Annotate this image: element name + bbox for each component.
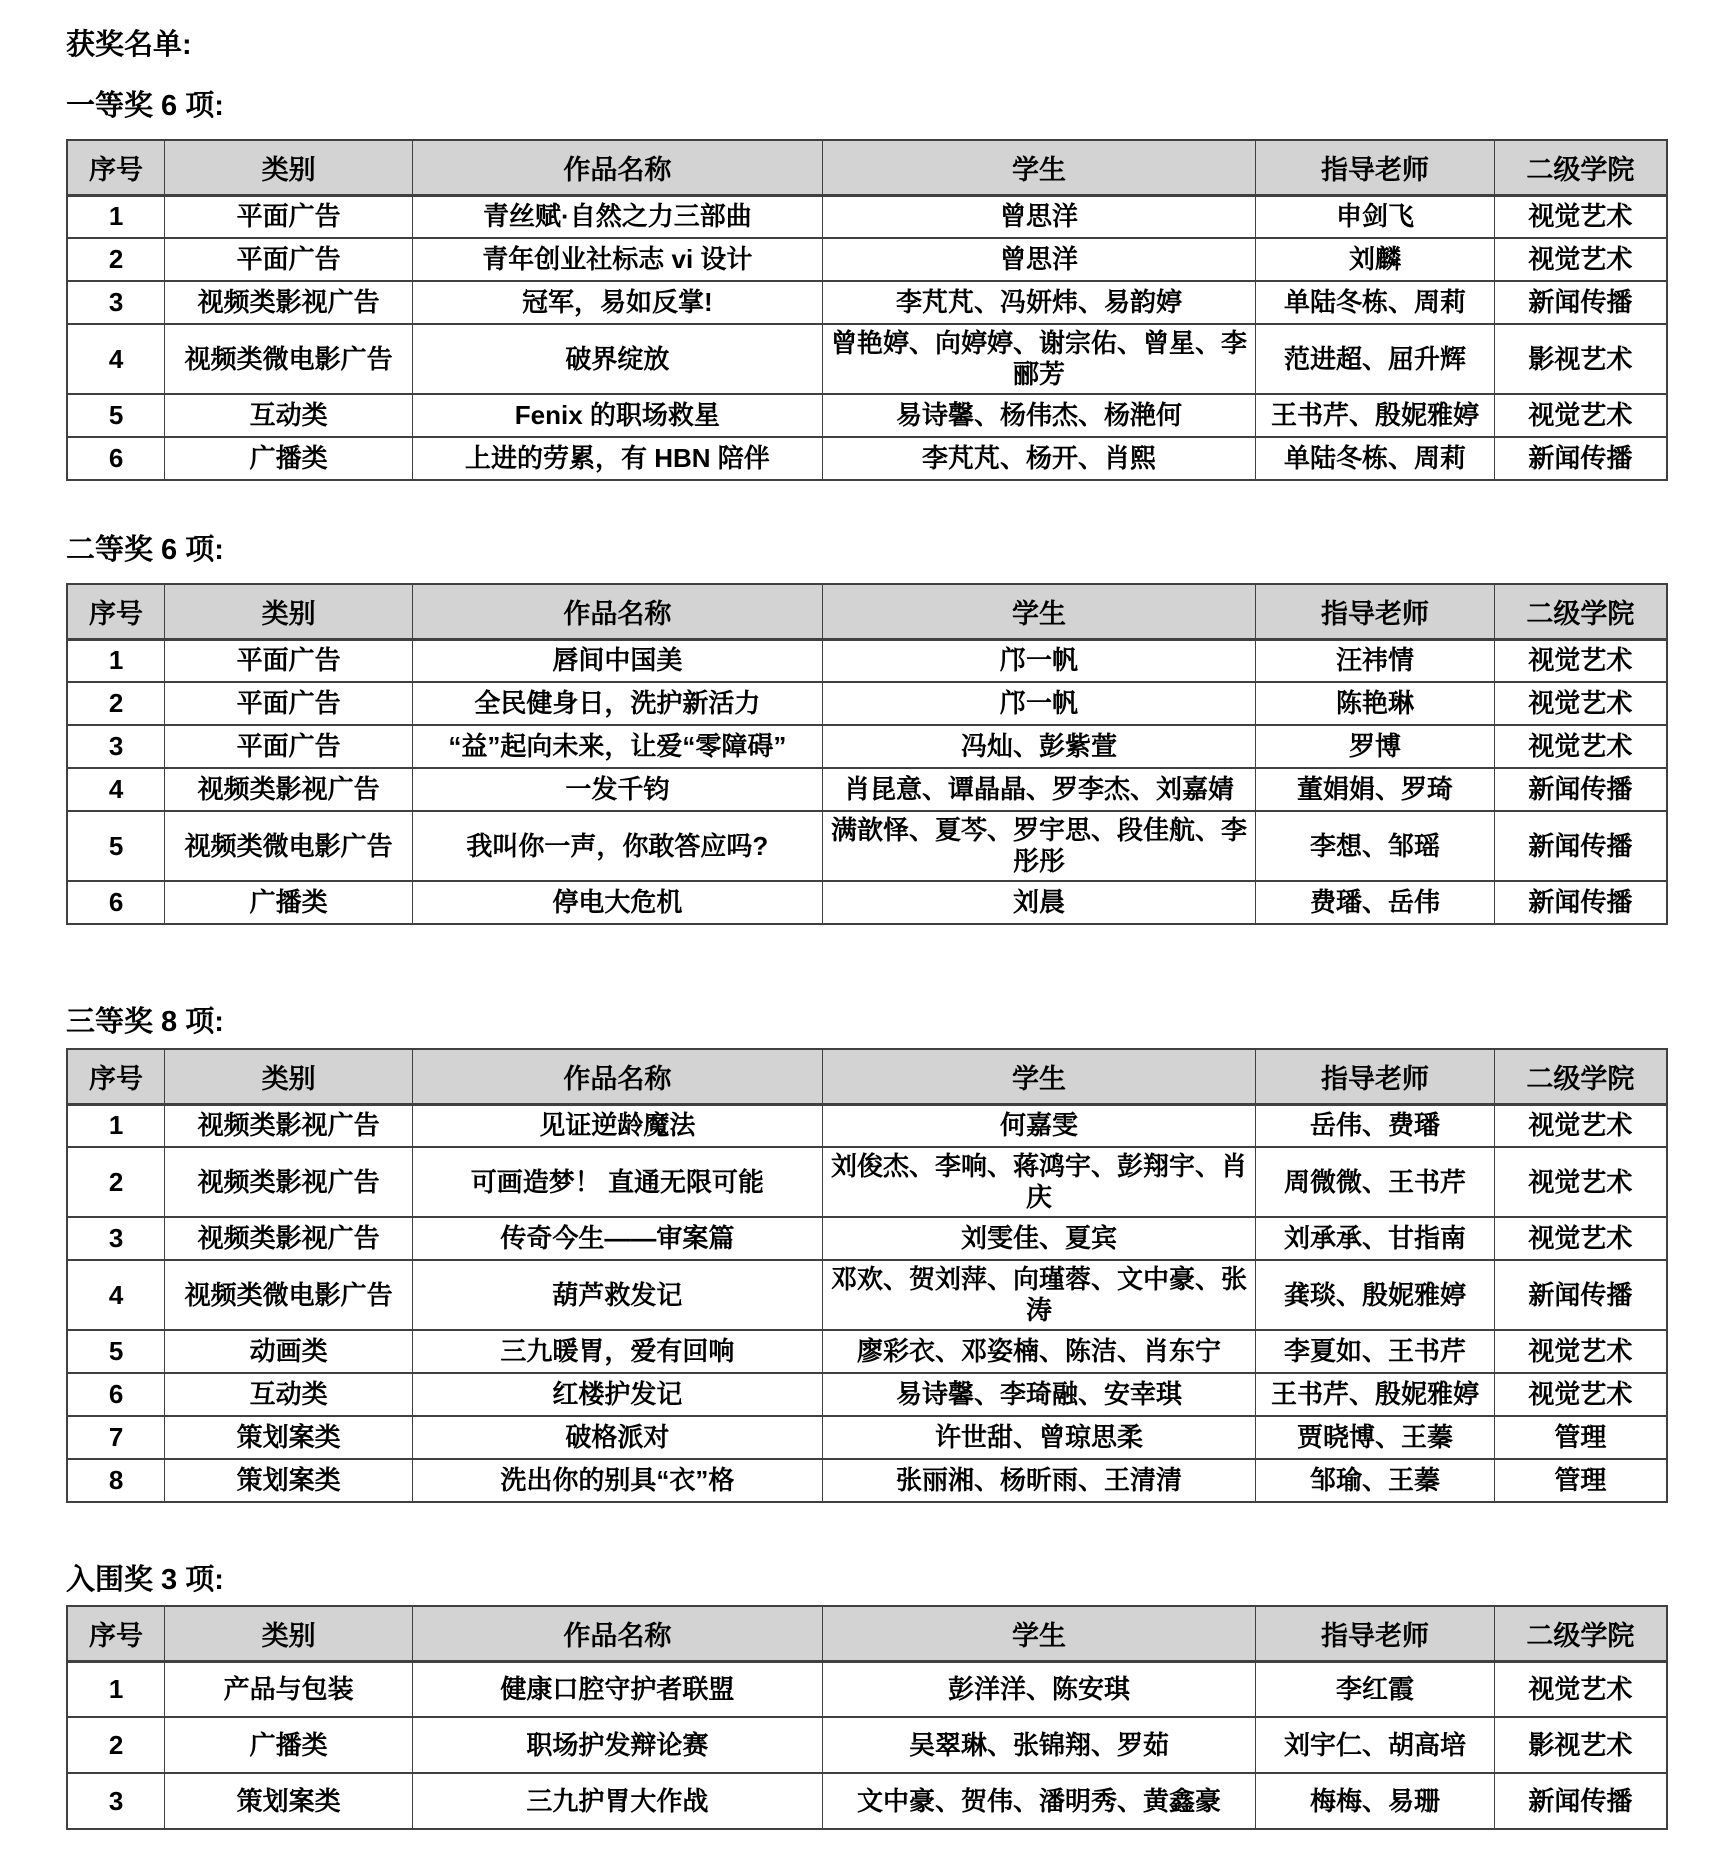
- cell-advisors: 李夏如、王书芹: [1256, 1330, 1494, 1373]
- header-row: [67, 584, 1667, 639]
- cell-students: 许世甜、曾琼思柔: [822, 1416, 1256, 1459]
- cell-work-title: 葫芦救发记: [413, 1260, 823, 1330]
- cell-students: 何嘉雯: [822, 1104, 1256, 1147]
- cell-college: 新闻传播: [1494, 811, 1667, 881]
- column-header-advisors: 指导老师: [1256, 140, 1494, 195]
- cell-advisors: 汪祎情: [1256, 639, 1494, 682]
- cell-index: 3: [67, 281, 165, 324]
- column-header-index: 序号: [67, 140, 165, 195]
- cell-college: 影视艺术: [1494, 1717, 1667, 1773]
- cell-college: 视觉艺术: [1494, 1147, 1667, 1217]
- table-row: [67, 1773, 1667, 1829]
- award-table-finalist: [66, 1605, 1668, 1830]
- column-header-work-title: 作品名称: [413, 140, 823, 195]
- cell-college: 新闻传播: [1494, 1773, 1667, 1829]
- cell-advisors: 王书芹、殷妮雅婷: [1256, 1373, 1494, 1416]
- table-row: [67, 1416, 1667, 1459]
- cell-index: 2: [67, 1147, 165, 1217]
- column-header-work-title: 作品名称: [413, 1606, 823, 1661]
- cell-advisors: 刘宇仁、胡高培: [1256, 1717, 1494, 1773]
- cell-index: 1: [67, 639, 165, 682]
- table-row: [67, 1260, 1667, 1330]
- table-row: [67, 1373, 1667, 1416]
- cell-category: 互动类: [165, 1373, 413, 1416]
- cell-work-title: 一发千钧: [413, 768, 823, 811]
- cell-college: 影视艺术: [1494, 324, 1667, 394]
- cell-work-title: 停电大危机: [413, 881, 823, 924]
- cell-students: 彭洋洋、陈安琪: [822, 1661, 1256, 1717]
- cell-category: 广播类: [165, 1717, 413, 1773]
- cell-index: 3: [67, 725, 165, 768]
- cell-category: 视频类影视广告: [165, 1147, 413, 1217]
- cell-students: 刘雯佳、夏宾: [822, 1217, 1256, 1260]
- cell-advisors: 龚琰、殷妮雅婷: [1256, 1260, 1494, 1330]
- cell-college: 新闻传播: [1494, 437, 1667, 480]
- cell-category: 平面广告: [165, 238, 413, 281]
- cell-category: 策划案类: [165, 1773, 413, 1829]
- table-row: [67, 682, 1667, 725]
- header-row: [67, 1049, 1667, 1104]
- cell-students: 文中豪、贺伟、潘明秀、黄鑫豪: [822, 1773, 1256, 1829]
- award-table-third-prize: [66, 1048, 1668, 1503]
- cell-students: 肖昆意、谭晶晶、罗李杰、刘嘉婧: [822, 768, 1256, 811]
- cell-students: 曾思洋: [822, 238, 1256, 281]
- cell-college: 管理: [1494, 1416, 1667, 1459]
- cell-college: 视觉艺术: [1494, 1217, 1667, 1260]
- table-row: [67, 811, 1667, 881]
- cell-students: 曾艳婷、向婷婷、谢宗佑、曾星、李郦芳: [822, 324, 1256, 394]
- cell-college: 管理: [1494, 1459, 1667, 1502]
- cell-work-title: 唇间中国美: [413, 639, 823, 682]
- cell-category: 产品与包装: [165, 1661, 413, 1717]
- section-second-prize: [66, 533, 1669, 925]
- cell-category: 视频类影视广告: [165, 1104, 413, 1147]
- cell-index: 2: [67, 238, 165, 281]
- cell-work-title: 三九护胃大作战: [413, 1773, 823, 1829]
- cell-category: 广播类: [165, 881, 413, 924]
- cell-college: 视觉艺术: [1494, 1373, 1667, 1416]
- cell-work-title: 洗出你的别具“衣”格: [413, 1459, 823, 1502]
- column-header-index: 序号: [67, 1606, 165, 1661]
- column-header-college: 二级学院: [1494, 1606, 1667, 1661]
- cell-college: 视觉艺术: [1494, 1661, 1667, 1717]
- cell-work-title: Fenix 的职场救星: [413, 394, 823, 437]
- column-header-advisors: 指导老师: [1256, 584, 1494, 639]
- cell-advisors: 费璠、岳伟: [1256, 881, 1494, 924]
- cell-advisors: 贾晓博、王蓁: [1256, 1416, 1494, 1459]
- column-header-students: 学生: [822, 1606, 1256, 1661]
- cell-index: 5: [67, 811, 165, 881]
- cell-students: 邝一帆: [822, 639, 1256, 682]
- cell-students: 张丽湘、杨昕雨、王清清: [822, 1459, 1256, 1502]
- column-header-index: 序号: [67, 1049, 165, 1104]
- table-row: [67, 881, 1667, 924]
- cell-students: 李芃芃、杨开、肖熙: [822, 437, 1256, 480]
- cell-college: 视觉艺术: [1494, 195, 1667, 238]
- column-header-college: 二级学院: [1494, 140, 1667, 195]
- cell-category: 策划案类: [165, 1459, 413, 1502]
- cell-advisors: 梅梅、易珊: [1256, 1773, 1494, 1829]
- cell-advisors: 单陆冬栋、周莉: [1256, 281, 1494, 324]
- cell-work-title: 健康口腔守护者联盟: [413, 1661, 823, 1717]
- cell-college: 新闻传播: [1494, 1260, 1667, 1330]
- cell-index: 2: [67, 1717, 165, 1773]
- cell-category: 互动类: [165, 394, 413, 437]
- award-table-first-prize: [66, 139, 1668, 481]
- cell-work-title: 红楼护发记: [413, 1373, 823, 1416]
- page-title: 获奖名单:: [66, 29, 192, 61]
- cell-students: 吴翠琳、张锦翔、罗茹: [822, 1717, 1256, 1773]
- cell-advisors: 范进超、屈升辉: [1256, 324, 1494, 394]
- table-row: [67, 1661, 1667, 1717]
- header-row: [67, 1606, 1667, 1661]
- cell-college: 视觉艺术: [1494, 639, 1667, 682]
- cell-college: 视觉艺术: [1494, 238, 1667, 281]
- table-row: [67, 1330, 1667, 1373]
- column-header-college: 二级学院: [1494, 584, 1667, 639]
- cell-work-title: 三九暖胃，爱有回响: [413, 1330, 823, 1373]
- cell-category: 平面广告: [165, 682, 413, 725]
- section-label-second-prize: 二等奖 6 项:: [66, 534, 224, 566]
- cell-work-title: 破界绽放: [413, 324, 823, 394]
- column-header-category: 类别: [165, 1606, 413, 1661]
- cell-category: 平面广告: [165, 639, 413, 682]
- cell-work-title: 青年创业社标志 vi 设计: [413, 238, 823, 281]
- table-row: [67, 725, 1667, 768]
- cell-advisors: 罗博: [1256, 725, 1494, 768]
- section-first-prize: [66, 89, 1669, 481]
- cell-category: 平面广告: [165, 195, 413, 238]
- column-header-category: 类别: [165, 1049, 413, 1104]
- cell-category: 视频类影视广告: [165, 1217, 413, 1260]
- cell-index: 1: [67, 1104, 165, 1147]
- column-header-college: 二级学院: [1494, 1049, 1667, 1104]
- cell-students: 冯灿、彭紫萱: [822, 725, 1256, 768]
- cell-college: 视觉艺术: [1494, 725, 1667, 768]
- cell-index: 3: [67, 1773, 165, 1829]
- cell-category: 平面广告: [165, 725, 413, 768]
- cell-index: 4: [67, 768, 165, 811]
- cell-students: 易诗馨、李琦融、安幸琪: [822, 1373, 1256, 1416]
- cell-work-title: 青丝赋·自然之力三部曲: [413, 195, 823, 238]
- table-row: [67, 1217, 1667, 1260]
- cell-students: 刘俊杰、李响、蒋鸿宇、彭翔宇、肖庆: [822, 1147, 1256, 1217]
- cell-category: 视频类影视广告: [165, 281, 413, 324]
- cell-index: 5: [67, 1330, 165, 1373]
- cell-college: 视觉艺术: [1494, 394, 1667, 437]
- cell-college: 新闻传播: [1494, 881, 1667, 924]
- cell-category: 广播类: [165, 437, 413, 480]
- section-label-third-prize: 三等奖 8 项:: [66, 1006, 224, 1038]
- column-header-students: 学生: [822, 1049, 1256, 1104]
- table-row: [67, 1717, 1667, 1773]
- cell-work-title: 全民健身日，洗护新活力: [413, 682, 823, 725]
- cell-index: 1: [67, 1661, 165, 1717]
- cell-index: 5: [67, 394, 165, 437]
- cell-advisors: 李红霞: [1256, 1661, 1494, 1717]
- cell-work-title: 上进的劳累，有 HBN 陪伴: [413, 437, 823, 480]
- cell-advisors: 申剑飞: [1256, 195, 1494, 238]
- cell-advisors: 李想、邹瑶: [1256, 811, 1494, 881]
- table-row: [67, 1104, 1667, 1147]
- cell-students: 满歆怿、夏芩、罗宇思、段佳航、李彤彤: [822, 811, 1256, 881]
- award-table-second-prize: [66, 583, 1668, 925]
- cell-category: 视频类微电影广告: [165, 811, 413, 881]
- cell-category: 视频类微电影广告: [165, 324, 413, 394]
- cell-index: 2: [67, 682, 165, 725]
- cell-index: 3: [67, 1217, 165, 1260]
- cell-college: 新闻传播: [1494, 768, 1667, 811]
- table-row: [67, 238, 1667, 281]
- table-row: [67, 437, 1667, 480]
- column-header-advisors: 指导老师: [1256, 1606, 1494, 1661]
- cell-students: 李芃芃、冯妍炜、易韵婷: [822, 281, 1256, 324]
- cell-work-title: 冠军，易如反掌!: [413, 281, 823, 324]
- table-row: [67, 1147, 1667, 1217]
- cell-students: 邓欢、贺刘萍、向瑾蓉、文中豪、张涛: [822, 1260, 1256, 1330]
- cell-work-title: 我叫你一声，你敢答应吗?: [413, 811, 823, 881]
- cell-advisors: 岳伟、费璠: [1256, 1104, 1494, 1147]
- cell-college: 视觉艺术: [1494, 682, 1667, 725]
- cell-advisors: 王书芹、殷妮雅婷: [1256, 394, 1494, 437]
- table-row: [67, 639, 1667, 682]
- column-header-category: 类别: [165, 584, 413, 639]
- table-row: [67, 768, 1667, 811]
- cell-category: 视频类影视广告: [165, 768, 413, 811]
- cell-index: 4: [67, 1260, 165, 1330]
- cell-index: 8: [67, 1459, 165, 1502]
- cell-index: 6: [67, 881, 165, 924]
- cell-category: 策划案类: [165, 1416, 413, 1459]
- cell-advisors: 陈艳琳: [1256, 682, 1494, 725]
- cell-work-title: “益”起向未来，让爱“零障碍”: [413, 725, 823, 768]
- cell-work-title: 职场护发辩论赛: [413, 1717, 823, 1773]
- column-header-work-title: 作品名称: [413, 1049, 823, 1104]
- cell-college: 新闻传播: [1494, 281, 1667, 324]
- cell-students: 刘晨: [822, 881, 1256, 924]
- cell-category: 视频类微电影广告: [165, 1260, 413, 1330]
- section-finalist: [66, 1563, 1669, 1830]
- column-header-work-title: 作品名称: [413, 584, 823, 639]
- section-label-first-prize: 一等奖 6 项:: [66, 90, 224, 122]
- cell-students: 廖彩衣、邓姿楠、陈洁、肖东宁: [822, 1330, 1256, 1373]
- cell-work-title: 传奇今生——审案篇: [413, 1217, 823, 1260]
- section-label-finalist: 入围奖 3 项:: [66, 1564, 224, 1596]
- cell-college: 视觉艺术: [1494, 1330, 1667, 1373]
- cell-advisors: 邹瑜、王蓁: [1256, 1459, 1494, 1502]
- cell-index: 6: [67, 437, 165, 480]
- column-header-advisors: 指导老师: [1256, 1049, 1494, 1104]
- cell-students: 曾思洋: [822, 195, 1256, 238]
- cell-college: 视觉艺术: [1494, 1104, 1667, 1147]
- table-row: [67, 1459, 1667, 1502]
- column-header-students: 学生: [822, 584, 1256, 639]
- cell-index: 7: [67, 1416, 165, 1459]
- cell-work-title: 破格派对: [413, 1416, 823, 1459]
- header-row: [67, 140, 1667, 195]
- cell-work-title: 可画造梦！ 直通无限可能: [413, 1147, 823, 1217]
- cell-advisors: 周微微、王书芹: [1256, 1147, 1494, 1217]
- column-header-index: 序号: [67, 584, 165, 639]
- cell-work-title: 见证逆龄魔法: [413, 1104, 823, 1147]
- table-row: [67, 394, 1667, 437]
- cell-advisors: 董娟娟、罗琦: [1256, 768, 1494, 811]
- cell-advisors: 单陆冬栋、周莉: [1256, 437, 1494, 480]
- column-header-students: 学生: [822, 140, 1256, 195]
- table-row: [67, 324, 1667, 394]
- column-header-category: 类别: [165, 140, 413, 195]
- table-row: [67, 281, 1667, 324]
- table-row: [67, 195, 1667, 238]
- cell-advisors: 刘麟: [1256, 238, 1494, 281]
- cell-category: 动画类: [165, 1330, 413, 1373]
- cell-students: 易诗馨、杨伟杰、杨滟何: [822, 394, 1256, 437]
- cell-index: 4: [67, 324, 165, 394]
- section-third-prize: [66, 1005, 1669, 1503]
- cell-students: 邝一帆: [822, 682, 1256, 725]
- cell-advisors: 刘承承、甘指南: [1256, 1217, 1494, 1260]
- cell-index: 6: [67, 1373, 165, 1416]
- cell-index: 1: [67, 195, 165, 238]
